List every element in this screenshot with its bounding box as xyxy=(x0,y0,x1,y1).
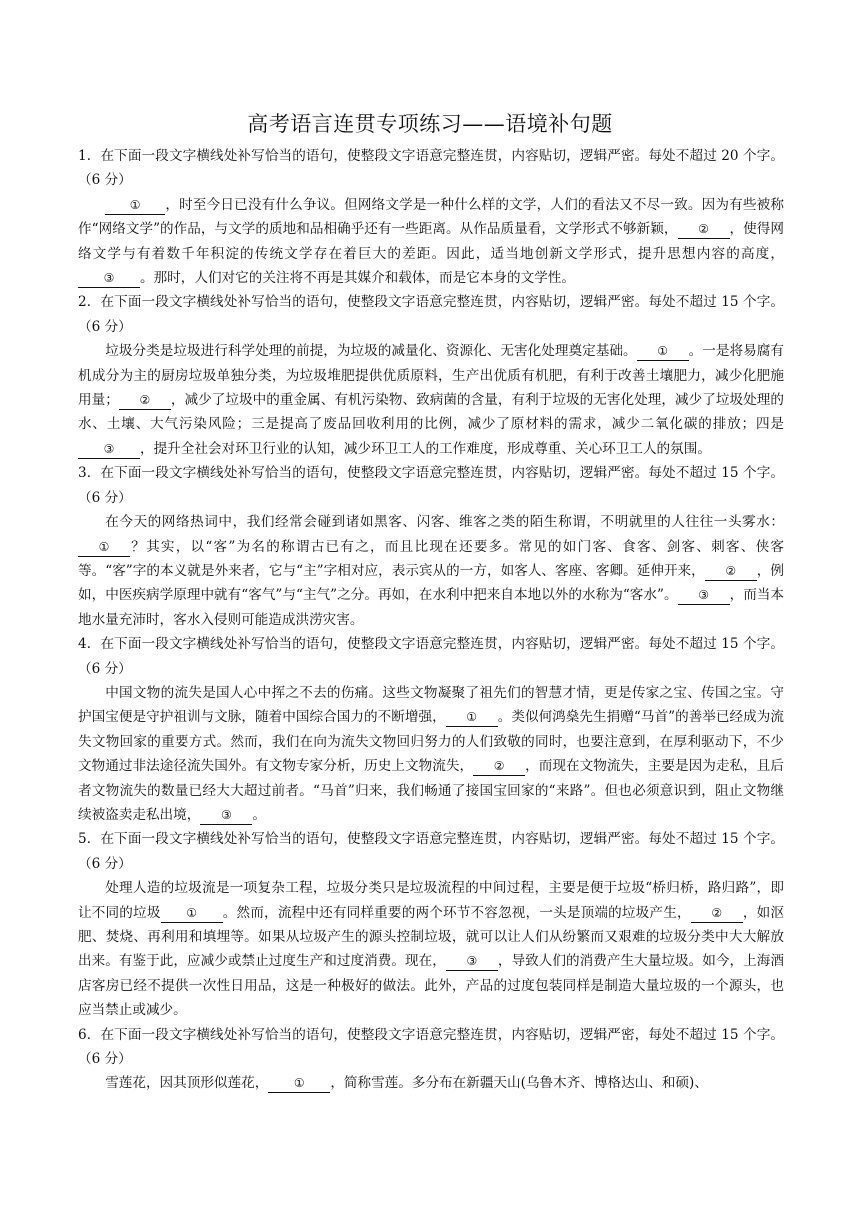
question-3-prompt: 3．在下面一段文字横线处补写恰当的语句，使整段文字语意完整连贯，内容贴切，逻辑严密。每处不超过 15 个字。（6 分） xyxy=(78,465,784,506)
passage-text: 。那时，人们对它的关注将不再是其媒介和载体，而是它本身的文学性。 xyxy=(140,270,575,287)
answer-blank-3[interactable]: ③ xyxy=(678,587,730,605)
answer-blank-1[interactable]: ① xyxy=(268,1075,330,1093)
question-6-prompt: 6．在下面一段文字横线处补写恰当的语句，使整段文字语意完整连贯，内容贴切，逻辑严密，每处不超过 15 个字。（6 分） xyxy=(78,1026,784,1068)
answer-blank-1[interactable]: ① xyxy=(78,539,130,557)
answer-blank-2[interactable]: ② xyxy=(691,905,743,923)
passage-text: ，提升全社会对环卫行业的认知，减少环卫工人的工作难度，形成尊重、关心环卫工人的氛围。 xyxy=(140,440,711,457)
question-2-passage xyxy=(78,339,784,461)
passage-text: 处理人造的垃圾流是一项复杂工程，垃圾分类只是垃圾流程的中间过程，主要是便于垃圾“桥归桥，路归路”，即让不同的垃圾 xyxy=(78,880,784,921)
answer-blank-3[interactable]: ③ xyxy=(78,441,140,459)
answer-blank-1[interactable]: ① xyxy=(105,197,165,215)
question-4-prompt: 4．在下面一段文字横线处补写恰当的语句，使整段文字语意完整连贯，内容贴切，逻辑严密。每处不超过 15 个字。（6 分） xyxy=(78,636,784,677)
question-6-passage xyxy=(78,1071,784,1095)
passage-text: 在今天的网络热词中，我们经常会碰到诸如黑客、闪客、维客之类的陌生称谓，不明就里的人往往一头雾水： xyxy=(105,514,784,531)
answer-blank-3[interactable]: ③ xyxy=(200,807,252,825)
passage-text: ，如沤肥、焚烧、再利用和填埋等。如果从垃圾产生的源头控制垃圾，就可以让人们从纷繁而又艰难的垃圾分类中大大解放出来。有鉴于此，应减少或禁止过度生产和过度消费。现在， xyxy=(78,904,785,970)
passage-text: 。然而，流程中还有同样重要的两个环节不容忽视，一头是顶端的垃圾产生， xyxy=(222,904,691,921)
passage-text: 。类似何鸿燊先生捐赠“马首”的善举已经成为流失文物回家的重要方式。然而，我们在向为流失文物回归努力的人们致敬的同时，也要注意到，在厚利驱动下，不少文物通过非法途径流失国外。有文物专家分析，历史上文物流失， xyxy=(78,709,784,775)
passage-text: ，减少了垃圾中的重金属、有机污染物、致病菌的含量，有利于垃圾的无害化处理，减少了垃圾处理的水、土壤、大气污染风险；三是提高了废品回收利用的比例，减少了原材料的需求，减少二氧化碳的排放；四是 xyxy=(78,392,785,433)
answer-blank-2[interactable]: ② xyxy=(678,221,730,239)
passage-text: 中国文物的流失是国人心中挥之不去的伤痛。这些文物凝聚了祖先们的智慧才情，更是传家之宝、传国之宝。守护国宝便是守护祖训与文脉，随着中国综合国力的不断增强， xyxy=(78,684,784,726)
passage-text: ，而当本地水量充沛时，客水入侵则可能造成洪涝灾害。 xyxy=(78,587,784,628)
document-body xyxy=(78,144,784,1096)
passage-text: ，例如，中医疾病学原理中就有“客气”与“主气”之分。再如，在水利中把来自本地以外的水称为“客水”。 xyxy=(78,562,785,604)
page-title: 高考语言连贯专项练习——语境补句题 xyxy=(247,112,613,136)
passage-text: 雪莲花，因其顶形似莲花， xyxy=(105,1075,269,1092)
question-4-passage xyxy=(78,681,784,827)
passage-text: ，使得网络文学与有着数千年积淀的传统文学存在着巨大的差距。因此，适当地创新文学形式，提升思想内容的高度， xyxy=(78,221,785,262)
passage-text: 。 xyxy=(252,806,266,823)
answer-blank-1[interactable]: ① xyxy=(637,343,689,361)
question-5-passage xyxy=(78,876,784,1022)
passage-text: ？其实，以“客”为名的称谓古已有之，而且比现在还要多。常见的如门客、食客、剑客、刺客、侠客等。“客”字的本义就是外来者，它与“主”字相对应，表示宾从的一方，如客人、客座、客卿。延伸开来， xyxy=(78,538,784,579)
answer-blank-2[interactable]: ② xyxy=(119,392,171,410)
passage-text: ，时至今日已没有什么争议。但网络文学是一种什么样的文学，人们的看法又不尽一致。因为有些被称作“网络文学”的作品，与文学的质地和品相确乎还有一些距离。从作品质量看，文学形式不够新颖， xyxy=(78,196,784,238)
passage-text: ，而现在文物流失，主要是因为走私，且后者文物流失的数量已经大大超过前者。“马首”归来，我们畅通了接国宝回家的“来路”。但也必须意识到，阻止文物继续被盗卖走私出境， xyxy=(78,758,784,823)
answer-blank-1[interactable]: ① xyxy=(446,709,498,727)
question-5-prompt: 5．在下面一段文字横线处补写恰当的语句，使整段文字语意完整连贯，内容贴切，逻辑严密。每处不超过 15 个字。（6 分） xyxy=(78,831,784,872)
answer-blank-2[interactable]: ② xyxy=(705,563,757,581)
question-2-prompt: 2．在下面一段文字横线处补写恰当的语句，使整段文字语意完整连贯，内容贴切，逻辑严密。每处不超过 15 个字。（6 分） xyxy=(78,294,784,335)
passage-text: ，导致人们的消费产生大量垃圾。如今，上海酒店客房已经不提供一次性日用品，这是一种极好的做法。此外，产品的过度包装同样是制造大量垃圾的一个源头，也应当禁止或减少。 xyxy=(78,953,784,1019)
answer-blank-3[interactable]: ③ xyxy=(78,270,140,288)
passage-text: 。一是将易腐有机成分为主的厨房垃圾单独分类，为垃圾堆肥提供优质原料，生产出优质有机肥，有利于改善土壤肥力，减少化肥施用量； xyxy=(78,343,785,409)
answer-blank-2[interactable]: ② xyxy=(473,758,525,776)
question-1-passage xyxy=(78,193,784,291)
passage-text: ，简称雪莲。多分布在新疆天山(乌鲁木齐、博格达山、和硕)、 xyxy=(330,1075,708,1092)
answer-blank-1[interactable]: ① xyxy=(161,905,223,923)
question-1-prompt: 1．在下面一段文字横线处补写恰当的语句，使整段文字语意完整连贯，内容贴切，逻辑严密。每处不超过 20 个字。（6 分） xyxy=(78,148,784,189)
passage-text: 垃圾分类是垃圾进行科学处理的前提，为垃圾的减量化、资源化、无害化处理奠定基础。 xyxy=(105,343,637,360)
answer-blank-3[interactable]: ③ xyxy=(446,953,498,971)
question-3-passage xyxy=(78,510,784,632)
